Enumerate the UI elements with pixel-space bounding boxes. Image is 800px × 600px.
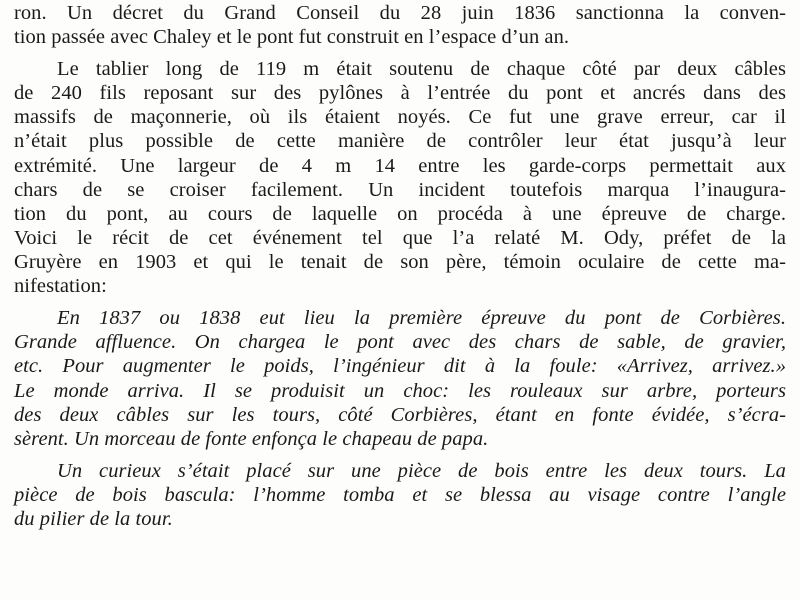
text-line: tion du pont, au cours de laquelle on procéda à une épreuve de charge.: [14, 203, 786, 225]
text-line: Voici le récit de cet événement tel que l’a relaté M. Ody, préfet de la: [14, 227, 786, 249]
text-line: nifestation:: [14, 275, 107, 297]
text-line: n’était plus possible de cette manière de contrôler leur état jusqu’à leur: [14, 130, 786, 152]
quote-line: sèrent. Un morceau de fonte enfonça le chapeau de papa.: [14, 428, 489, 450]
quote-line: pièce de bois bascula: l’homme tomba et se blessa au visage contre l’angle: [14, 484, 786, 506]
text-line: massifs de maçonnerie, où ils étaient noyés. Ce fut une grave erreur, car il: [14, 106, 786, 128]
quote-line: du pilier de la tour.: [14, 508, 173, 530]
quote-line: Le monde arriva. Il se produisit un choc: les rouleaux sur arbre, porteurs: [14, 380, 786, 402]
text-line: de 240 fils reposant sur des pylônes à l’entrée du pont et ancrés dans des: [14, 82, 786, 104]
text-line: tion passée avec Chaley et le pont fut construit en l’espace d’un an.: [14, 26, 570, 48]
text-line: Le tablier long de 119 m était soutenu de chaque côté par deux câbles: [57, 58, 786, 80]
text-line: Gruyère en 1903 et qui le tenait de son père, témoin oculaire de cette ma-: [14, 251, 786, 273]
quote-line: etc. Pour augmenter le poids, l’ingénieur dit à la foule: «Arrivez, arrivez.»: [14, 355, 786, 377]
quote-line: Un curieux s’était placé sur une pièce de bois entre les deux tours. La: [57, 460, 786, 482]
quote-line: des deux câbles sur les tours, côté Corbières, étant en fonte évidée, s’écra-: [14, 404, 786, 426]
quote-line: En 1837 ou 1838 eut lieu la première épreuve du pont de Corbières.: [57, 307, 786, 329]
quote-line: Grande affluence. On chargea le pont avec des chars de sable, de gravier,: [14, 331, 786, 353]
text-line: extrémité. Une largeur de 4 m 14 entre les garde-corps permettait aux: [14, 155, 786, 177]
text-line: ron. Un décret du Grand Conseil du 28 juin 1836 sanctionna la conven-: [14, 2, 786, 24]
text-line: chars de se croiser facilement. Un incident toutefois marqua l’inaugura-: [14, 179, 786, 201]
